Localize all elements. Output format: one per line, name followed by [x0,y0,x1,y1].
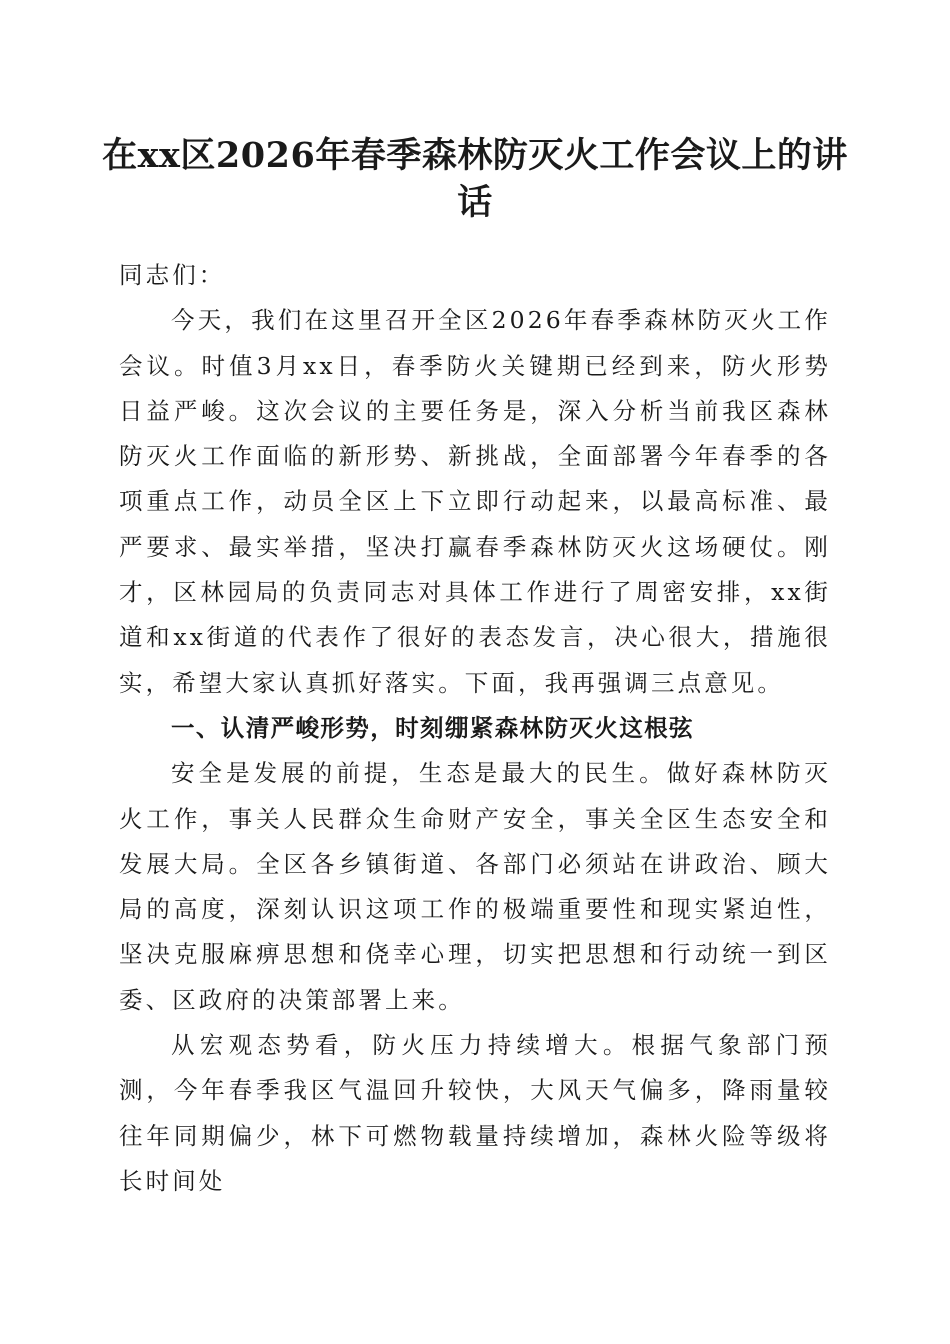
paragraph-importance: 安全是发展的前提，生态是最大的民生。做好森林防灭火工作，事关人民群众生命财产安全，事关全区生态安全和发展大局。全区各乡镇街道、各部门必须站在讲政治、顾大局的高度，深刻认识这项工作的极端重要性和现实紧迫性，坚决克服麻痹思想和侥幸心理，切实把思想和行动统一到区委、区政府的决策部署上来。 [119,759,831,1014]
paragraph-situation: 从宏观态势看，防火压力持续增大。根据气象部门预测，今年春季我区气温回升较快，大风天气偏多，降雨量较往年同期偏少，林下可燃物载量持续增加，森林火险等级将长时间处 [119,1031,831,1195]
section-heading-1: 一、认清严峻形势，时刻绷紧森林防灭火这根弦 [171,713,694,742]
document-body [119,253,831,1204]
salutation: 同志们： [119,261,226,289]
document-title: 在xx区2026年春季森林防灭火工作会议上的讲话 [102,135,848,223]
paragraph-intro: 今天，我们在这里召开全区2026年春季森林防灭火工作会议。时值3月xx日，春季防火关键期已经到来，防火形势日益严峻。这次会议的主要任务是，深入分析当前我区森林防灭火工作面临的新形势、新挑战，全面部署今年春季的各项重点工作，动员全区上下立即行动起来，以最高标准、最严要求、最实举措，坚决打赢春季森林防灭火这场硬仗。刚才，区林园局的负责同志对具体工作进行了周密安排，xx街道和xx街道的代表作了很好的表态发言，决心很大，措施很实，希望大家认真抓好落实。下面，我再强调三点意见。 [119,306,831,697]
